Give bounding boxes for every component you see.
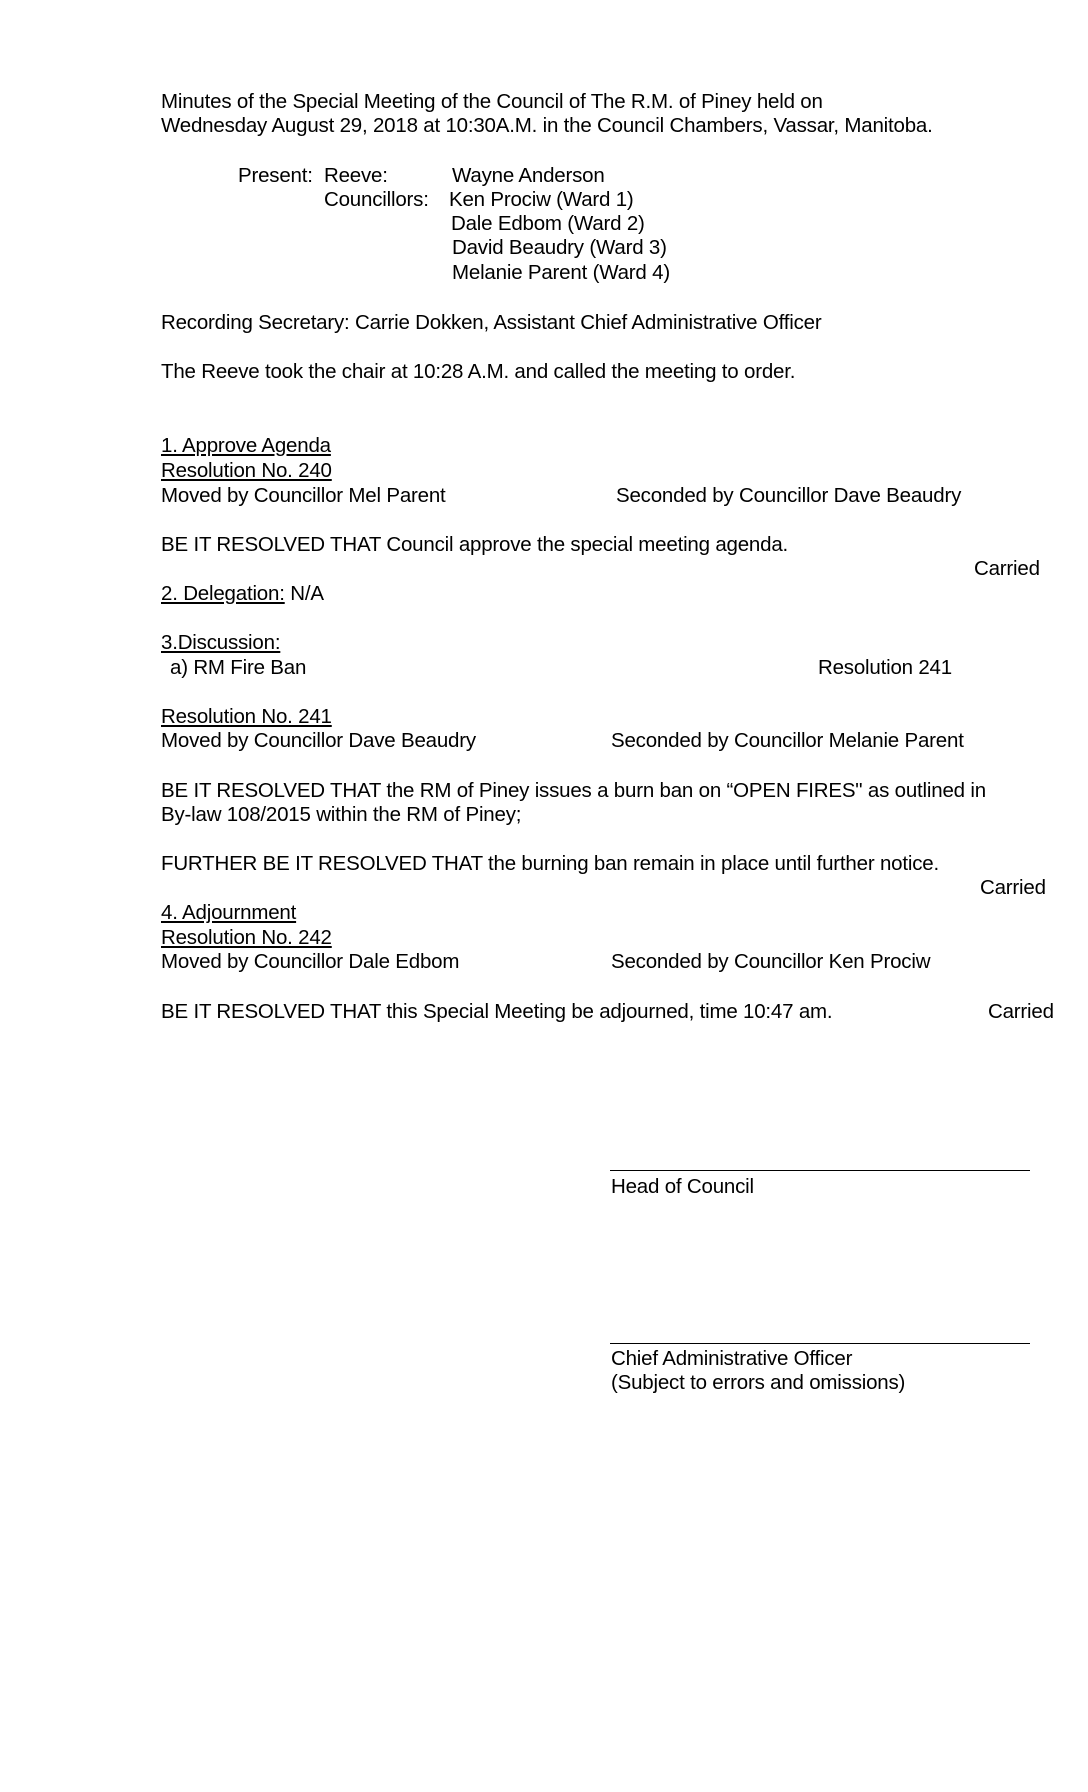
resolution-240-seconded: Seconded by Councillor Dave Beaudry <box>616 484 962 507</box>
item-3a-resolution-ref: Resolution 241 <box>818 656 952 679</box>
councillor-ward-3: David Beaudry (Ward 3) <box>452 236 667 259</box>
head-of-council-label: Head of Council <box>611 1175 754 1198</box>
recording-secretary: Recording Secretary: Carrie Dokken, Assistant Chief Administrative Officer <box>161 311 822 334</box>
resolution-242-status: Carried <box>988 1000 1054 1023</box>
resolution-241-label: Resolution No. 241 <box>161 705 332 728</box>
resolution-240-label: Resolution No. 240 <box>161 459 332 482</box>
item-4-heading: 4. Adjournment <box>161 901 297 924</box>
resolution-242-moved: Moved by Councillor Dale Edbom <box>161 950 460 973</box>
reeve-name: Wayne Anderson <box>452 164 605 187</box>
councillor-ward-2: Dale Edbom (Ward 2) <box>451 212 645 235</box>
header-line-1: Minutes of the Special Meeting of the Council of The R.M. of Piney held on <box>161 90 823 113</box>
councillor-ward-4: Melanie Parent (Ward 4) <box>452 261 670 284</box>
call-to-order: The Reeve took the chair at 10:28 A.M. and called the meeting to order. <box>161 360 796 383</box>
resolution-240-status: Carried <box>974 557 1040 580</box>
item-2-heading: 2. Delegation: <box>161 582 285 605</box>
councillor-ward-1: Ken Prociw (Ward 1) <box>449 188 634 211</box>
resolution-242-seconded: Seconded by Councillor Ken Prociw <box>611 950 931 973</box>
councillors-label: Councillors: <box>324 188 429 211</box>
resolution-240-text: BE IT RESOLVED THAT Council approve the special meeting agenda. <box>161 533 789 556</box>
item-3a-subject: a) RM Fire Ban <box>170 656 307 679</box>
cao-label: Chief Administrative Officer <box>611 1347 853 1370</box>
resolution-241-further: FURTHER BE IT RESOLVED THAT the burning ban remain in place until further notice. <box>161 852 939 875</box>
item-1-heading: 1. Approve Agenda <box>161 434 331 457</box>
header-line-2: Wednesday August 29, 2018 at 10:30A.M. in the Council Chambers, Vassar, Manitoba. <box>161 114 933 137</box>
signature-line-cao <box>610 1343 1030 1344</box>
present-label: Present: <box>238 164 313 187</box>
errors-omissions-note: (Subject to errors and omissions) <box>611 1371 906 1394</box>
item-2-delegation <box>161 582 324 606</box>
reeve-label: Reeve: <box>324 164 388 187</box>
resolution-241-text-line-1: BE IT RESOLVED THAT the RM of Piney issues a burn ban on “OPEN FIRES" as outlined in <box>161 779 986 802</box>
resolution-241-moved: Moved by Councillor Dave Beaudry <box>161 729 476 752</box>
resolution-242-label: Resolution No. 242 <box>161 926 332 949</box>
item-2-value: N/A <box>290 582 324 605</box>
item-3-heading: 3.Discussion: <box>161 631 281 654</box>
resolution-240-moved: Moved by Councillor Mel Parent <box>161 484 446 507</box>
resolution-241-seconded: Seconded by Councillor Melanie Parent <box>611 729 964 752</box>
resolution-241-text-line-2: By-law 108/2015 within the RM of Piney; <box>161 803 522 826</box>
resolution-241-status: Carried <box>980 876 1046 899</box>
resolution-242-text: BE IT RESOLVED THAT this Special Meeting be adjourned, time 10:47 am. <box>161 1000 833 1023</box>
signature-line-head-of-council <box>610 1170 1030 1171</box>
